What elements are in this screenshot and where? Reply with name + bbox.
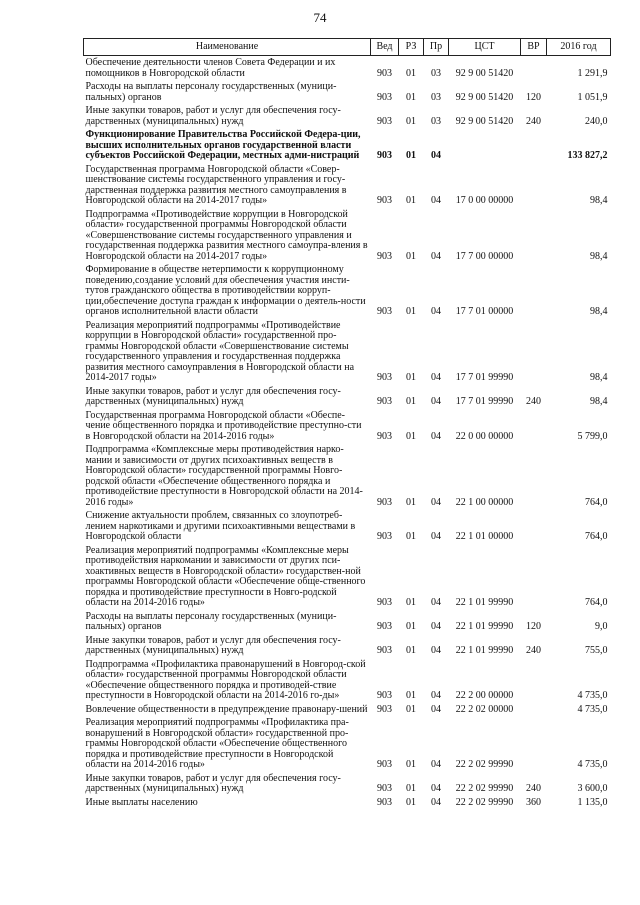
row-rz: 01 — [406, 150, 416, 161]
row-cst: 92 9 00 51420 — [455, 67, 514, 79]
row-cst: 17 7 01 99990 — [455, 396, 514, 407]
page-number: 74 — [313, 10, 327, 25]
row-cst: 17 7 01 99990 — [455, 372, 514, 383]
row-pr: 04 — [431, 796, 441, 808]
row-cst: 22 0 00 00000 — [455, 430, 514, 442]
row-name: Расходы на выплаты персоналу государственных (муници-пальных) органов — [85, 610, 337, 632]
row-amount: 764,0 — [585, 597, 608, 608]
row-cst: 22 2 02 99990 — [455, 759, 514, 770]
row-name: Государственная программа Новгородской области «Совер-шенствование системы государственного управления и госу-дарственная поддержка развития местного самоуправления в Новгородской области на 2014-2017 годы» — [85, 163, 347, 206]
row-pr: 03 — [431, 115, 441, 127]
row-name: Снижение актуальности проблем, связанных со злоупотреб-лением наркотиками и другими психоактивными веществами в Новгородской области — [85, 510, 356, 542]
row-name: Иные выплаты населению — [85, 796, 198, 808]
row-rz: 01 — [406, 91, 416, 103]
row-vr — [521, 717, 547, 773]
table-row — [84, 773, 611, 797]
row-rz: 01 — [406, 115, 416, 127]
row-cst: 22 1 01 00000 — [455, 531, 514, 542]
header-rz: РЗ — [399, 39, 424, 56]
row-rz: 01 — [406, 195, 416, 206]
row-rz: 01 — [406, 645, 416, 656]
row-ved: 903 — [377, 195, 392, 206]
row-vr: 360 — [526, 796, 541, 808]
row-name: Вовлечение общественности в предупреждение правонару-шений — [85, 703, 368, 715]
header-year: 2016 год — [547, 39, 611, 56]
row-amount: 1 051,9 — [577, 91, 608, 103]
table-row — [84, 264, 611, 320]
row-pr: 04 — [431, 250, 441, 262]
row-name: Иные закупки товаров, работ и услуг для обеспечения госу-дарственных (муниципальных) нужд — [85, 634, 341, 656]
table-row — [84, 717, 611, 773]
row-pr: 03 — [431, 67, 441, 79]
row-amount: 240,0 — [585, 115, 608, 127]
row-amount: 4 735,0 — [577, 703, 608, 715]
row-amount: 3 600,0 — [577, 783, 608, 794]
row-name: Расходы на выплаты персоналу государственных (муници-пальных) органов — [85, 81, 337, 103]
row-pr: 04 — [431, 759, 441, 770]
row-pr: 04 — [431, 372, 441, 383]
row-rz: 01 — [406, 306, 416, 317]
row-amount: 98,4 — [590, 306, 608, 317]
row-amount: 5 799,0 — [577, 430, 608, 442]
row-rz: 01 — [406, 796, 416, 808]
row-vr — [521, 510, 547, 545]
row-amount: 4 735,0 — [577, 759, 608, 770]
row-vr — [521, 444, 547, 510]
row-vr: 120 — [526, 91, 541, 103]
row-vr: 240 — [526, 396, 541, 407]
row-name: Подпрограмма «Комплексные меры противодействия нарко-мании и зависимости от других психоактивных веществ в Новгородской области» государственной программы Новго-родской области «Обеспечение общественного порядка и противодействие преступности в Новгородской области на 2014-2016 годы» — [85, 444, 363, 508]
row-rz: 01 — [406, 531, 416, 542]
row-pr: 04 — [431, 430, 441, 442]
row-ved: 903 — [377, 531, 392, 542]
row-vr: 240 — [526, 783, 541, 794]
row-name: Реализация мероприятий подпрограммы «Противодействие коррупции в Новгородской области» государственной про-граммы Новгородской области «Совершенствование системы государственного управления и государственная поддержка развития местного самоуправления в Новгородской области на 2014-2017 годы» — [85, 319, 355, 383]
row-vr — [521, 56, 547, 82]
header-vr: ВР — [521, 39, 547, 56]
row-cst: 17 0 00 00000 — [455, 195, 514, 206]
table-row — [84, 410, 611, 445]
row-name: Реализация мероприятий подпрограммы «Комплексные меры противодействия наркомании и зависимости от других пси-хоактивных веществ в Новгородской области» государствен-ной программы Новгородской области «Обеспечение обще-ственного порядка и противодействие преступности в Новго-родской области на 2014-2016 годы» — [85, 544, 366, 608]
row-pr: 04 — [431, 496, 441, 508]
row-pr: 04 — [431, 195, 441, 206]
row-name: Иные закупки товаров, работ и услуг для обеспечения госу-дарственных (муниципальных) нужд — [85, 105, 341, 127]
row-cst: 92 9 00 51420 — [455, 91, 514, 103]
table-header — [84, 39, 611, 56]
row-name: Государственная программа Новгородской области «Обеспе-чение общественного порядка и противодействие преступно-сти в Новгородской области на 2014-2016 годы» — [85, 409, 362, 442]
row-vr — [521, 164, 547, 209]
row-name: Иные закупки товаров, работ и услуг для обеспечения госу-дарственных (муниципальных) нужд — [85, 385, 341, 407]
row-name: Реализация мероприятий подпрограммы «Профилактика пра-вонарушений в Новгородской области» государственной про-граммы Новгородской области «Обеспечение общественного порядка и противодействие преступности в Новгородской области на 2014-2016 годы» — [85, 717, 349, 770]
table-row — [84, 797, 611, 811]
row-pr: 04 — [431, 306, 441, 317]
row-cst: 22 1 01 99990 — [455, 621, 514, 632]
row-vr — [521, 264, 547, 320]
row-amount: 98,4 — [590, 396, 608, 407]
row-name: Подпрограмма «Противодействие коррупции в Новгородской области» государственной программы Новгородской области «Совершенствование системы государственного управления и государственная поддержка развития местного самоупра-вления в Новгородской области на 2014-2017 годы» — [85, 208, 368, 262]
table-row — [84, 659, 611, 704]
row-ved: 903 — [377, 372, 392, 383]
row-cst: 22 2 00 00000 — [455, 690, 514, 701]
row-cst: 22 2 02 99990 — [455, 796, 514, 808]
row-ved: 903 — [377, 796, 392, 808]
row-amount: 98,4 — [590, 250, 608, 262]
row-vr — [521, 659, 547, 704]
table-row — [84, 320, 611, 386]
row-vr: 240 — [526, 645, 541, 656]
row-cst: 22 2 02 99990 — [455, 783, 514, 794]
row-vr — [521, 129, 547, 164]
row-cst: 22 1 00 00000 — [455, 496, 514, 508]
row-rz: 01 — [406, 783, 416, 794]
row-rz: 01 — [406, 250, 416, 262]
header-cst: ЦСТ — [449, 39, 521, 56]
row-rz: 01 — [406, 621, 416, 632]
row-ved: 903 — [377, 91, 392, 103]
row-ved: 903 — [377, 645, 392, 656]
row-ved: 903 — [377, 621, 392, 632]
table-row — [84, 510, 611, 545]
row-ved: 903 — [377, 759, 392, 770]
row-amount: 98,4 — [590, 372, 608, 383]
row-ved: 903 — [377, 306, 392, 317]
row-amount: 1 135,0 — [577, 796, 608, 808]
row-amount: 755,0 — [585, 645, 608, 656]
row-pr: 04 — [431, 703, 441, 715]
row-name: Подпрограмма «Профилактика правонарушений в Новгород-ской области» государственной программы Новгородской области «Обеспечение общественного порядка и противодей-ствие преступности в Новгородской области на 2014-2016 го-ды» — [85, 658, 366, 701]
table-row — [84, 105, 611, 129]
row-rz: 01 — [406, 396, 416, 407]
row-pr: 04 — [431, 783, 441, 794]
row-name: Функционирование Правительства Российской Федера-ции, высших исполнительных органов государственной власти субъектов Российской Федерации, местных адми-нистраций — [85, 129, 361, 161]
table-row — [84, 164, 611, 209]
row-cst — [449, 129, 521, 164]
budget-table — [83, 38, 611, 810]
row-amount: 133 827,2 — [567, 150, 608, 161]
row-cst: 92 9 00 51420 — [455, 115, 514, 127]
row-pr: 04 — [431, 396, 441, 407]
row-amount: 4 735,0 — [577, 690, 608, 701]
header-name: Наименование — [84, 39, 371, 56]
row-cst: 17 7 00 00000 — [455, 250, 514, 262]
row-ved: 903 — [377, 115, 392, 127]
row-rz: 01 — [406, 690, 416, 701]
row-pr: 04 — [431, 690, 441, 701]
row-ved: 903 — [377, 396, 392, 407]
row-pr: 04 — [431, 150, 441, 161]
header-pr: Пр — [424, 39, 449, 56]
row-cst: 22 2 02 00000 — [455, 703, 514, 715]
table-row — [84, 704, 611, 718]
row-amount: 9,0 — [595, 621, 608, 632]
row-name: Формирование в обществе нетерпимости к коррупционному поведению,создание условий для обеспечения участия инсти-тутов гражданского общества в противодействии корруп-ции,обеспечение доступа граждан к информации о деятель-ности органов исполнительной власти области — [85, 264, 366, 317]
row-vr — [521, 320, 547, 386]
row-ved: 903 — [377, 783, 392, 794]
row-rz: 01 — [406, 430, 416, 442]
table-row — [84, 635, 611, 659]
table-body — [84, 56, 611, 811]
row-amount: 1 291,9 — [577, 67, 608, 79]
row-pr: 04 — [431, 597, 441, 608]
table-row — [84, 209, 611, 265]
table-row — [84, 81, 611, 105]
row-vr — [521, 704, 547, 718]
row-rz: 01 — [406, 597, 416, 608]
row-pr: 04 — [431, 621, 441, 632]
table-row — [84, 444, 611, 510]
row-amount: 98,4 — [590, 195, 608, 206]
row-ved: 903 — [377, 703, 392, 715]
row-ved: 903 — [377, 690, 392, 701]
row-amount: 764,0 — [585, 496, 608, 508]
row-vr: 120 — [526, 621, 541, 632]
row-name: Иные закупки товаров, работ и услуг для обеспечения госу-дарственных (муниципальных) нужд — [85, 772, 341, 794]
row-name: Обеспечение деятельности членов Совета Федерации и их помощников в Новгородской области — [85, 57, 336, 79]
row-ved: 903 — [377, 67, 392, 79]
row-vr: 240 — [526, 115, 541, 127]
row-cst: 17 7 01 00000 — [455, 306, 514, 317]
row-ved: 903 — [377, 496, 392, 508]
row-rz: 01 — [406, 759, 416, 770]
table-row — [84, 545, 611, 611]
row-ved: 903 — [377, 150, 392, 161]
row-ved: 903 — [377, 430, 392, 442]
row-vr — [521, 545, 547, 611]
table-row — [84, 611, 611, 635]
row-pr: 03 — [431, 91, 441, 103]
row-rz: 01 — [406, 703, 416, 715]
row-pr: 04 — [431, 645, 441, 656]
row-amount: 764,0 — [585, 531, 608, 542]
row-vr — [521, 209, 547, 265]
row-vr — [521, 410, 547, 445]
row-pr: 04 — [431, 531, 441, 542]
row-rz: 01 — [406, 372, 416, 383]
row-cst: 22 1 01 99990 — [455, 597, 514, 608]
table-row — [84, 56, 611, 82]
row-ved: 903 — [377, 597, 392, 608]
row-rz: 01 — [406, 67, 416, 79]
row-ved: 903 — [377, 250, 392, 262]
header-ved: Вед — [371, 39, 399, 56]
row-rz: 01 — [406, 496, 416, 508]
table-row — [84, 129, 611, 164]
row-cst: 22 1 01 99990 — [455, 645, 514, 656]
table-row — [84, 386, 611, 410]
